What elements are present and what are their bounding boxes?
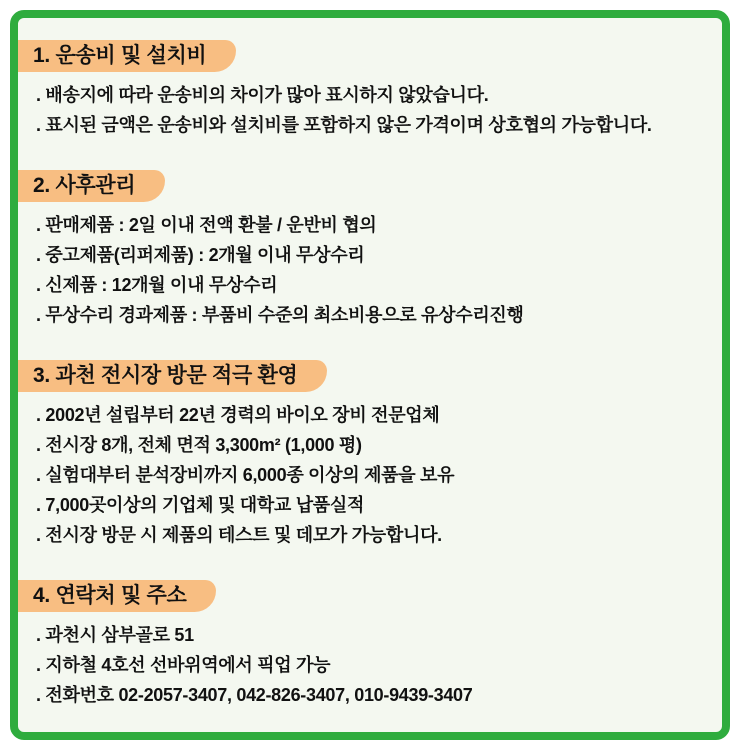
bullet-line: . 전시장 8개, 전체 면적 3,300m² (1,000 평) xyxy=(36,435,362,455)
bullet-line: . 중고제품(리퍼제품) : 2개월 이내 무상수리 xyxy=(36,245,365,265)
section-contact-address xyxy=(18,580,722,710)
bullet-line: . 신제품 : 12개월 이내 무상수리 xyxy=(36,275,278,295)
section-header-badge xyxy=(18,580,216,612)
bullet-list xyxy=(18,80,722,140)
section-title: 2. 사후관리 xyxy=(33,174,136,197)
bullet-list xyxy=(18,620,722,710)
section-title: 3. 과천 전시장 방문 적극 환영 xyxy=(33,364,298,387)
section-showroom-visit xyxy=(18,360,722,550)
bullet-line: . 배송지에 따라 운송비의 차이가 많아 표시하지 않았습니다. xyxy=(36,85,489,105)
bullet-line: . 실험대부터 분석장비까지 6,000종 이상의 제품을 보유 xyxy=(36,465,455,485)
bullet-list xyxy=(18,400,722,550)
bullet-line: . 7,000곳이상의 기업체 및 대학교 납품실적 xyxy=(36,495,365,515)
section-after-sales xyxy=(18,170,722,330)
notice-panel xyxy=(10,10,730,740)
bullet-list xyxy=(18,210,722,330)
section-header-badge xyxy=(18,40,236,72)
bullet-line: . 과천시 삼부골로 51 xyxy=(36,625,194,645)
bullet-line: . 전화번호 02-2057-3407, 042-826-3407, 010-9439-3407 xyxy=(36,685,473,705)
section-header-badge xyxy=(18,360,327,392)
bullet-line: . 판매제품 : 2일 이내 전액 환불 / 운반비 협의 xyxy=(36,215,377,235)
bullet-line: . 지하철 4호선 선바위역에서 픽업 가능 xyxy=(36,655,331,675)
section-header-badge xyxy=(18,170,165,202)
section-title: 1. 운송비 및 설치비 xyxy=(33,44,207,67)
section-shipping-installation xyxy=(18,40,722,140)
bullet-line: . 무상수리 경과제품 : 부품비 수준의 최소비용으로 유상수리진행 xyxy=(36,305,524,325)
bullet-line: . 표시된 금액은 운송비와 설치비를 포함하지 않은 가격이며 상호협의 가능합니다. xyxy=(36,115,652,135)
bullet-line: . 2002년 설립부터 22년 경력의 바이오 장비 전문업체 xyxy=(36,405,440,425)
bullet-line: . 전시장 방문 시 제품의 테스트 및 데모가 가능합니다. xyxy=(36,525,442,545)
section-title: 4. 연락처 및 주소 xyxy=(33,584,187,607)
